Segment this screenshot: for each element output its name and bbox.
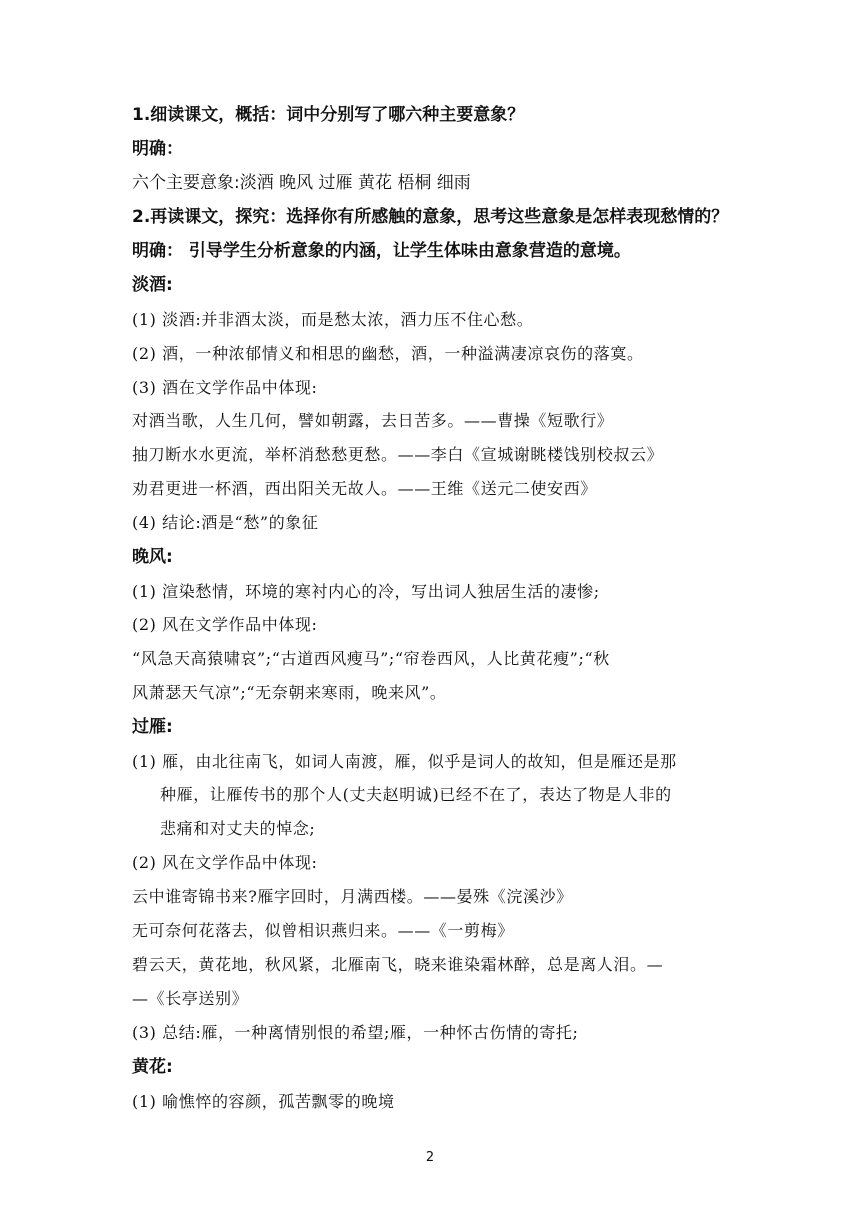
guoyan-point-2: (2) 风在文学作品中体现:: [132, 853, 318, 872]
quote-line: —《长亭送别》: [132, 989, 249, 1008]
danjiu-point-3: (3) 酒在文学作品中体现:: [132, 378, 318, 397]
answer-label-1: 明确：: [132, 139, 183, 159]
heading-huanghua: 黄花:: [132, 1057, 173, 1077]
danjiu-point-1: (1) 淡酒:并非酒太淡，而是愁太浓，酒力压不住心愁。: [132, 310, 534, 329]
danjiu-point-2: (2) 酒，一种浓郁情义和相思的幽愁，酒，一种溢满凄凉哀伤的落寞。: [132, 344, 644, 363]
danjiu-conclusion: (4) 结论:酒是“愁”的象征: [132, 513, 319, 532]
guoyan-point-1: (1) 雁，由北往南飞，如词人南渡，雁，似乎是词人的故知，但是雁还是那: [132, 752, 677, 771]
quote-line: 云中谁寄锦书来?雁字回时，月满西楼。——晏殊《浣溪沙》: [132, 887, 573, 906]
question-2: 2.再读课文，探究：选择你有所感触的意象，思考这些意象是怎样表现愁情的？: [132, 207, 729, 227]
quote-line: 对酒当歌，人生几何，譬如朝露，去日苦多。——曹操《短歌行》: [132, 411, 614, 430]
heading-guoyan: 过雁:: [132, 717, 173, 737]
quote-line: “风急天高猿啸哀”;“古道西风瘦马”;“帘卷西风，人比黄花瘦”;“秋: [132, 649, 610, 668]
wanfeng-point-2: (2) 风在文学作品中体现:: [132, 615, 318, 634]
quote-line: 无可奈何花落去，似曾相识燕归来。——《一剪梅》: [132, 921, 514, 940]
quote-line: 抽刀断水水更流，举杯消愁愁更愁。——李白《宣城谢眺楼饯别校叔云》: [132, 445, 664, 464]
guoyan-point-1-cont: 悲痛和对丈夫的悼念;: [160, 819, 316, 838]
huanghua-point-1: (1) 喻憔悴的容颜，孤苦飘零的晚境: [132, 1092, 395, 1111]
heading-wanfeng: 晚风:: [132, 547, 173, 567]
guoyan-summary: (3) 总结:雁，一种离情别恨的希望;雁，一种怀古伤情的寄托;: [132, 1023, 579, 1042]
answer-1-text: 六个主要意象:淡酒 晚风 过雁 黄花 梧桐 细雨: [132, 173, 471, 193]
quote-line: 碧云天，黄花地，秋风紧，北雁南飞，晓来谁染霜林醉，总是离人泪。—: [132, 955, 664, 974]
page-number: 2: [425, 1150, 435, 1165]
quote-line: 劝君更进一杯酒，西出阳关无故人。——王维《送元二使安西》: [132, 479, 597, 498]
guoyan-point-1-cont: 种雁，让雁传书的那个人(丈夫赵明诚)已经不在了，表达了物是人非的: [160, 785, 672, 804]
question-1: 1.细读课文，概括：词中分别写了哪六种主要意象？: [132, 105, 525, 125]
wanfeng-point-1: (1) 渲染愁情，环境的寒衬内心的冷，写出词人独居生活的凄惨;: [132, 582, 600, 601]
heading-danjiu: 淡酒:: [132, 275, 173, 295]
answer-label-2: 明确： 引导学生分析意象的内涵，让学生体味由意象营造的意境。: [132, 241, 631, 261]
quote-line: 风萧瑟天气凉”;“无奈朝来寒雨，晚来风”。: [132, 683, 447, 702]
